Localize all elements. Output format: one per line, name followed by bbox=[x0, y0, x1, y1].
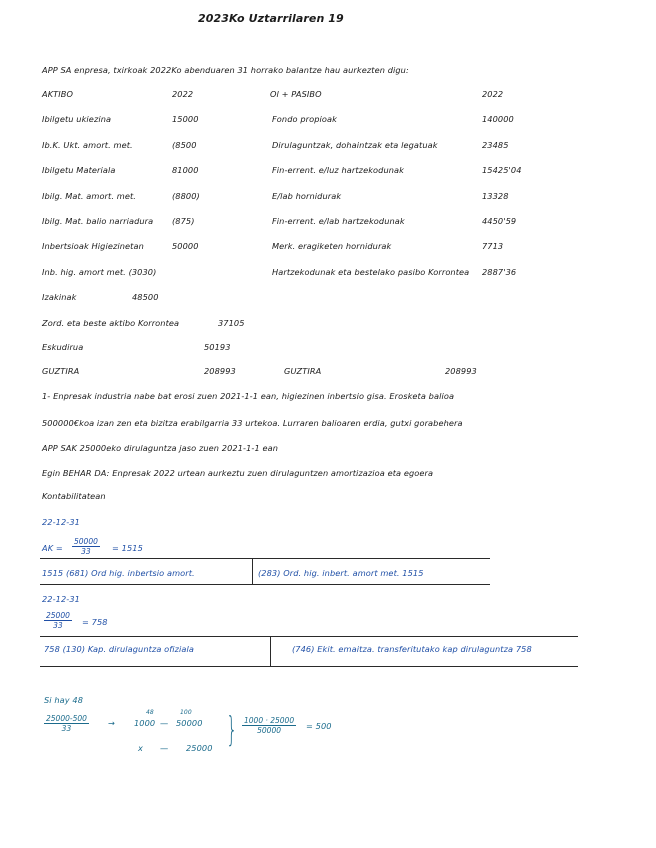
side-f1-denominator: 33 bbox=[61, 724, 72, 733]
total-right-label: GUZTIRA bbox=[284, 366, 322, 376]
entry2-fraction bbox=[44, 611, 72, 630]
aktiboa-year: 2022 bbox=[172, 89, 194, 99]
side-row1-b: 50000 bbox=[176, 718, 203, 728]
row-left-label: Ibilg. Mat. amort. met. bbox=[42, 191, 136, 201]
row-left-label: Ibilg. Mat. balio narriadura bbox=[42, 216, 154, 226]
side-fraction-1 bbox=[44, 714, 89, 733]
row-left-label: Zord. eta beste aktibo Korrontea bbox=[42, 318, 180, 328]
side-row2-a: x bbox=[138, 743, 143, 753]
row-left-value: (8800) bbox=[172, 191, 200, 201]
row-right-value: 15425'04 bbox=[482, 165, 522, 175]
row-left-label: Izakinak bbox=[42, 292, 77, 302]
row-right-value: 7713 bbox=[482, 241, 504, 251]
entry1-denominator: 33 bbox=[81, 547, 91, 556]
pasiboa-header: Ol + PASIBO bbox=[270, 89, 322, 99]
row-left-value: (8500 bbox=[172, 140, 197, 150]
row-right-value: 2887'36 bbox=[482, 267, 517, 277]
note-line-5: Kontabilitatean bbox=[42, 491, 106, 501]
row-right-label: Fondo propioak bbox=[272, 114, 337, 124]
pasiboa-year: 2022 bbox=[482, 89, 504, 99]
row-left-value: 81000 bbox=[172, 165, 199, 175]
row-left-value: 50193 bbox=[204, 342, 231, 352]
row-left-value: (875) bbox=[172, 216, 195, 226]
side-arrow: → bbox=[108, 718, 115, 728]
row-left-label: Inbertsioak Higiezinetan bbox=[42, 241, 144, 251]
intro-text: APP SA enpresa, txirkoak 2022Ko abenduaren 31 horrako balantze hau aurkezten digu: bbox=[42, 65, 409, 75]
entry1-bottom-rule bbox=[40, 584, 490, 585]
side-brace: } bbox=[226, 710, 238, 750]
note-line-1: 1- Enpresak industria nabe bat erosi zuen 2021-1-1 ean, higiezinen inbertsio gisa. Erosketa balioa bbox=[42, 391, 455, 401]
side-row1-dash: — bbox=[160, 718, 169, 728]
row-right-value: 4450'59 bbox=[482, 216, 517, 226]
total-left-value: 208993 bbox=[204, 366, 236, 376]
row-right-value: 140000 bbox=[482, 114, 514, 124]
entry1-top-rule bbox=[40, 558, 490, 559]
side-fraction-2 bbox=[242, 716, 296, 735]
row-right-value: 13328 bbox=[482, 191, 509, 201]
entry2-debit: 758 (130) Kap. dirulaguntza ofiziala bbox=[44, 644, 195, 654]
page-title: 2023Ko Uztarrilaren 19 bbox=[198, 12, 344, 25]
entry1-date: 22-12-31 bbox=[42, 517, 80, 527]
total-left-label: GUZTIRA bbox=[42, 366, 80, 376]
entry2-credit: (746) Ekit. emaitza. transferitutako kap dirulaguntza 758 bbox=[292, 644, 532, 654]
row-left-label: Eskudirua bbox=[42, 342, 84, 352]
row-right-label: Hartzekodunak eta bestelako pasibo Korrontea bbox=[272, 267, 470, 277]
row-right-value: 23485 bbox=[482, 140, 509, 150]
row-right-label: Merk. eragiketen hornidurak bbox=[272, 241, 392, 251]
row-left-label: Ibilgetu Materiala bbox=[42, 165, 116, 175]
total-right-value: 208993 bbox=[445, 366, 477, 376]
aktiboa-header: AKTIBO bbox=[42, 89, 74, 99]
note-line-3: APP SAK 25000eko dirulaguntza jaso zuen 2021-1-1 ean bbox=[42, 443, 279, 453]
row-right-label: Fin-errent. e/lab hartzekodunak bbox=[272, 216, 405, 226]
side-f1-numerator: 25000-500 bbox=[46, 714, 87, 723]
entry2-bottom-rule bbox=[40, 666, 578, 667]
entry1-credit: (283) Ord. hig. inbert. amort met. 1515 bbox=[258, 568, 424, 578]
entry2-date: 22-12-31 bbox=[42, 594, 80, 604]
side-row2-b: 25000 bbox=[186, 743, 213, 753]
side-result: = 500 bbox=[306, 721, 332, 731]
entry1-result: = 1515 bbox=[112, 543, 143, 553]
row-left-value: 37105 bbox=[218, 318, 245, 328]
row-right-label: Dirulaguntzak, dohaintzak eta legatuak bbox=[272, 140, 438, 150]
entry2-divider bbox=[270, 636, 271, 666]
side-row1-a: 1000 bbox=[134, 718, 156, 728]
side-row2-dash: — bbox=[160, 743, 169, 753]
row-left-value: 50000 bbox=[172, 241, 199, 251]
entry1-numerator: 50000 bbox=[74, 537, 98, 546]
note-line-2: 500000€koa izan zen eta bizitza erabilgarria 33 urtekoa. Lurraren balioaren erdia, gutxi gorabehera bbox=[42, 418, 463, 428]
row-left-value: 15000 bbox=[172, 114, 199, 124]
row-left-label: Ibilgetu ukiezina bbox=[42, 114, 112, 124]
entry2-denominator: 33 bbox=[53, 621, 63, 630]
entry2-top-rule bbox=[40, 636, 578, 637]
entry2-result: = 758 bbox=[82, 617, 108, 627]
entry1-fraction bbox=[72, 537, 100, 556]
side-f2-numerator: 1000 · 25000 bbox=[244, 716, 295, 725]
row-left-value: 48500 bbox=[132, 292, 159, 302]
row-right-label: E/lab hornidurak bbox=[272, 191, 342, 201]
entry1-lhs: AK = bbox=[42, 543, 63, 553]
side-label: Si hay 48 bbox=[44, 695, 84, 705]
row-right-label: Fin-errent. e/luz hartzekodunak bbox=[272, 165, 405, 175]
note-line-4: Egin BEHAR DA: Enpresak 2022 urtean aurkeztu zuen dirulaguntzen amortizazioa eta egoera bbox=[42, 468, 434, 478]
entry1-divider bbox=[252, 558, 253, 584]
side-f2-denominator: 50000 bbox=[257, 726, 281, 735]
row-left-label: Ib.K. Ukt. amort. met. bbox=[42, 140, 133, 150]
entry1-debit: 1515 (681) Ord hig. inbertsio amort. bbox=[42, 568, 195, 578]
entry2-numerator: 25000 bbox=[46, 611, 70, 620]
row-left-label: Inb. hig. amort met. (3030) bbox=[42, 267, 157, 277]
side-tick-1: 48 bbox=[146, 709, 154, 716]
side-tick-2: 100 bbox=[180, 709, 192, 716]
